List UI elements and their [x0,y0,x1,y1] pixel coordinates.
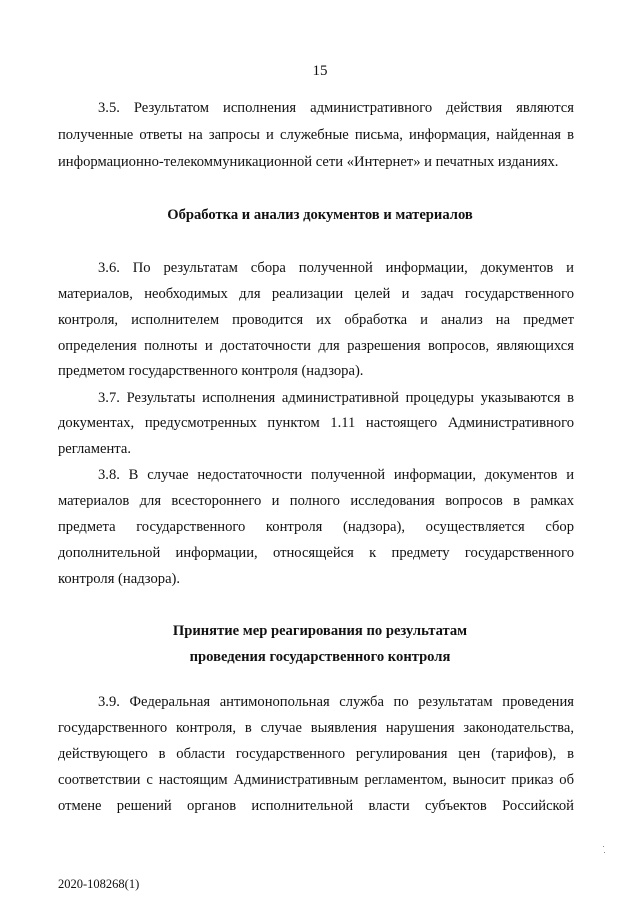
paragraph-3-7-line-2: документах, предусмотренных пунктом 1.11 настоящего Административного [58,415,574,431]
page-number: 15 [312,63,328,79]
paragraph-3-8-line-3: предмета государственного контроля (надзора), осуществляется сбор [58,519,574,535]
paragraph-3-6-line-5: предметом государственного контроля (надзора). [58,363,364,379]
paragraph-3-8-line-4: дополнительной информации, относящейся к предмету государственного [58,545,574,561]
paragraph-3-9-line-3: действующего в области государственного регулирования цен (тарифов), в [58,746,574,762]
paragraph-3-6-line-4: определения полноты и достаточности для разрешения вопросов, являющихся [58,338,574,354]
paragraph-3-7-line-3: регламента. [58,441,131,457]
document-footer-code: 2020-108268(1) [58,877,140,891]
paragraph-3-8-line-5: контроля (надзора). [58,571,181,587]
paragraph-3-5-line-1: 3.5. Результатом исполнения административного действия являются [98,100,574,116]
paragraph-3-7-line-1: 3.7. Результаты исполнения административной процедуры указываются в [98,390,574,406]
paragraph-3-9-line-5: отмене решений органов исполнительной власти субъектов Российской [58,798,574,814]
paragraph-3-8-line-1: 3.8. В случае недостаточности полученной информации, документов и [98,467,574,483]
section-heading-measures-line-2: проведения государственного контроля [189,649,451,665]
paragraph-3-6-line-1: 3.6. По результатам сбора полученной информации, документов и [98,260,574,276]
section-heading-processing: Обработка и анализ документов и материалов [167,207,473,223]
scan-speck [603,846,604,847]
paragraph-3-6-line-2: материалов, необходимых для реализации целей и задач государственного [58,286,574,302]
section-heading-measures-line-1: Принятие мер реагирования по результатам [172,623,468,639]
paragraph-3-5-line-3: информационно-телекоммуникационной сети «Интернет» и печатных изданиях. [58,154,559,170]
paragraph-3-9-line-2: государственного контроля, в случае выявления нарушения законодательства, [58,720,574,736]
paragraph-3-9-line-1: 3.9. Федеральная антимонопольная служба по результатам проведения [98,694,574,710]
paragraph-3-8-line-2: материалов для всестороннего и полного исследования вопросов в рамках [58,493,574,509]
paragraph-3-5-line-2: полученные ответы на запросы и служебные письма, информация, найденная в [58,127,574,143]
scan-speck [604,852,605,853]
paragraph-3-6-line-3: контроля, исполнителем проводится их обработка и анализ на предмет [58,312,574,328]
paragraph-3-9-line-4: соответствии с настоящим Административным регламентом, выносит приказ об [58,772,574,788]
